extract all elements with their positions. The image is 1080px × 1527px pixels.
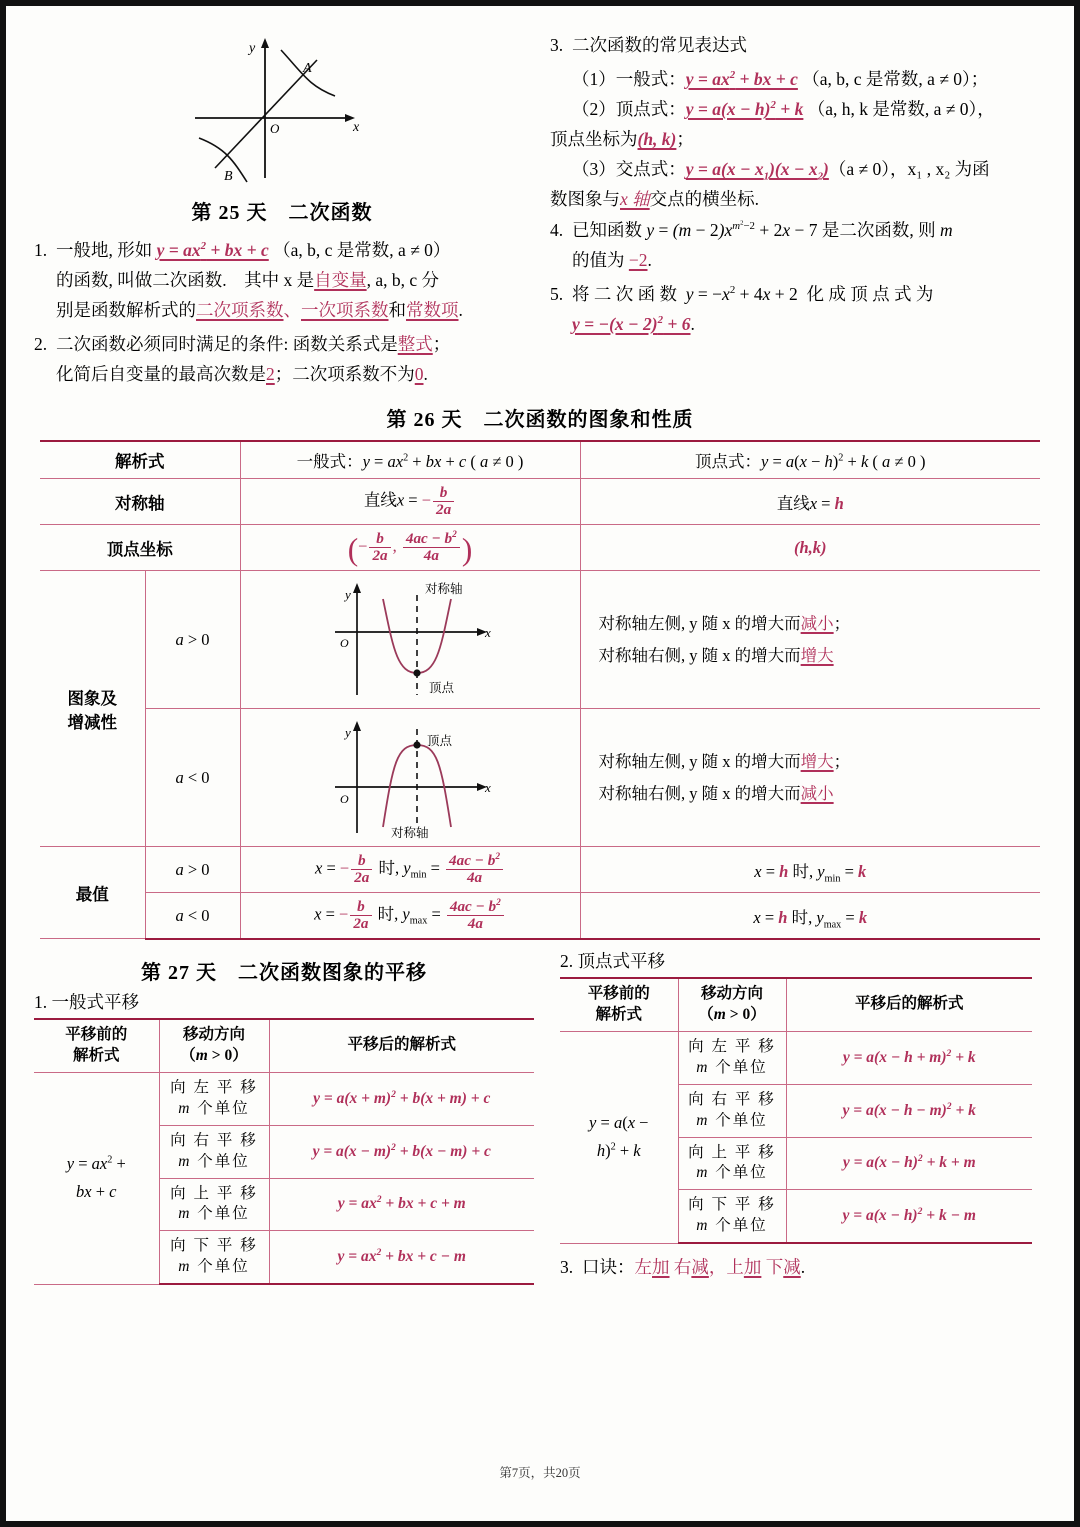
item1-line1-post: （a, b, c 是常数, a ≠ 0） — [273, 240, 451, 260]
cell-direction-down: 向 下 平 移 m 个单位 — [678, 1190, 786, 1243]
svg-text:对称轴: 对称轴 — [425, 582, 463, 597]
mnemonic-sep: ，上 — [708, 1257, 744, 1278]
blank-m-value: −2 — [628, 249, 648, 270]
svg-text:B: B — [224, 169, 233, 184]
row-label-vertex-coordinate: 顶点坐标 — [40, 525, 240, 571]
item1-line3-post: 和 — [388, 300, 406, 321]
cell-extreme-general-min: x = − $\frac{b}{2a}$ 时, $y_{min}$ = $\frac{4ac - b^2}{4a}$ — [240, 847, 580, 893]
item2-line1: 二次函数必须同时满足的条件: 函数关系式是 — [56, 334, 398, 355]
mnemonic-left: 左 — [634, 1257, 652, 1278]
cell-result-up: $y = ax^2$ + bx + c + m — [269, 1178, 534, 1231]
svg-text:O: O — [340, 792, 349, 807]
item-number: 4. — [550, 219, 564, 240]
table-row — [40, 893, 1040, 939]
expr1-label: （1）一般式： — [572, 69, 686, 90]
cell-direction-left: 向 左 平 移 m 个单位 — [159, 1072, 269, 1125]
item2-line2-end: . — [423, 364, 428, 385]
right-column — [550, 30, 1046, 343]
day26-table-wrapper — [40, 440, 1040, 940]
left-column — [34, 30, 530, 393]
cell-expr-vertex: 顶点式：$y = a(x - h)^2 + k$ ( a ≠ 0 ) — [580, 441, 1040, 479]
cell-source-vertex-form: y = a(x − h)$^2$ + k — [560, 1031, 678, 1243]
mnemonic-add-2: 加 — [743, 1257, 762, 1278]
cell-vertex-general: (− $\frac{b}{2a}$ , $\frac{4ac - b^2}{4a}$ ) — [240, 525, 580, 571]
day27-title: 第 27 天 二次函数图象的平移 — [141, 961, 427, 984]
cell-monotonicity-a-positive — [580, 571, 1040, 709]
item4-line1: 已知函数 $y = (m - 2)x^{m^2-2} + 2x - 7$ 是二次函数, 则 m — [572, 219, 953, 240]
cell-vertex-vertex: (h,k) — [580, 525, 1040, 571]
item1-line2-pre: 的函数, 叫做二次函数. 其中 x 是 — [56, 270, 315, 291]
row-label-graph-monotonicity: 图象及 增减性 — [40, 571, 145, 847]
header-result-expression: 平移后的解析式 — [786, 978, 1032, 1031]
hl-decrease: 减小 — [800, 613, 834, 633]
cell-axis-general: 直线x = − $\frac{b}{2a}$ — [240, 479, 580, 525]
mnemonic-label: 口诀： — [582, 1257, 635, 1278]
expr3-line2-end: 交点的横坐标. — [649, 189, 760, 210]
item5-answer: $y = -(x - 2)^2 + 6$ — [572, 313, 691, 334]
expr1-cond: （a, b, c 是常数, a ≠ 0）； — [802, 69, 989, 90]
blank-quadratic-coef: 二次项系数 — [196, 300, 284, 321]
svg-text:A: A — [303, 61, 312, 76]
svg-text:顶点: 顶点 — [427, 734, 453, 749]
cell-result-up: $y = a(x - h)^2 + k + m$ — [786, 1137, 1032, 1190]
day25-item-4 — [550, 215, 1046, 275]
day27-general-translation-table — [34, 1018, 534, 1285]
mnemonic-subtract-1: 减 — [691, 1257, 709, 1278]
blank-linear-coef: 一次项系数 — [301, 300, 389, 321]
blank-integral-expression: 整式 — [397, 334, 433, 355]
item1-formula: $y = ax^2$ + bx + c — [156, 240, 269, 260]
table-header-row — [560, 978, 1032, 1031]
table-header-row — [34, 1019, 534, 1072]
item5-end: . — [690, 313, 695, 334]
hyperbola-line-figure — [34, 30, 530, 190]
item-number: 5. — [550, 283, 564, 304]
expr2-cond: （a, h, k 是常数, a ≠ 0）， — [807, 99, 995, 120]
cell-result-down: $y = ax^2$ + bx + c − m — [269, 1231, 534, 1284]
svg-text:O: O — [270, 121, 280, 136]
cell-parabola-down-diagram — [240, 709, 580, 847]
day25-item-5 — [550, 279, 1046, 339]
table-row — [40, 847, 1040, 893]
mnemonic-end: . — [800, 1257, 806, 1278]
item1-line3-pre: 别是函数解析式的 — [56, 300, 196, 321]
expr3-cond: （a ≠ 0），x₁ , x₂ 为函 — [828, 159, 990, 180]
day26-title: 第 26 天 二次函数的图象和性质 — [386, 409, 694, 432]
cell-parabola-up-diagram — [240, 571, 580, 709]
blank-constant-term: 常数项 — [406, 300, 459, 321]
day27-right-column — [560, 946, 1032, 1286]
header-direction: 移动方向 （m > 0） — [678, 978, 786, 1031]
header-direction: 移动方向 （m > 0） — [159, 1019, 269, 1072]
expr2-line2-end: ； — [676, 129, 694, 150]
expr3-label: （3）交点式： — [572, 159, 686, 180]
cell-monotonicity-a-negative — [580, 709, 1040, 847]
svg-text:顶点: 顶点 — [429, 681, 455, 696]
cell-direction-up: 向 上 平 移 m 个单位 — [678, 1137, 786, 1190]
item-number: 3. — [560, 1257, 574, 1278]
cell-a-positive: a > 0 — [145, 571, 240, 709]
mono-line-1: 对称轴左侧, y 随 x 的增大而增大； — [598, 751, 851, 771]
cell-extreme-general-max: x = − $\frac{b}{2a}$ 时, $y_{max}$ = $\frac{4ac - b^2}{4a}$ — [240, 893, 580, 939]
expr1-formula: $y = ax^2$ + bx + c — [685, 69, 798, 90]
item5-line1: 将 二 次 函 数 $y = -x^2 + 4x + 2$ 化 成 顶 点 式 为 — [572, 283, 934, 304]
cell-direction-right: 向 右 平 移 m 个单位 — [159, 1125, 269, 1178]
blank-x-axis: x 轴 — [620, 189, 650, 210]
mnemonic-add-1: 加 — [652, 1257, 670, 1278]
day25-title: 第 25 天 二次函数 — [191, 202, 373, 224]
cell-a-positive: a > 0 — [145, 847, 240, 893]
item2-line2-mid: ；二次项系数不为 — [274, 364, 415, 385]
cell-source-general-form: $y = ax^2$ + bx + c — [34, 1072, 159, 1284]
blank-independent-variable: 自变量 — [314, 270, 367, 291]
svg-text:对称轴: 对称轴 — [391, 826, 429, 841]
hl-decrease: 减小 — [800, 783, 834, 803]
row-label-expression: 解析式 — [40, 441, 240, 479]
cell-axis-vertex: 直线x = h — [580, 479, 1040, 525]
mono-line-2: 对称轴右侧, y 随 x 的增大而减小 — [598, 783, 834, 803]
svg-text:y: y — [249, 41, 256, 56]
row-label-extreme-value: 最值 — [40, 847, 145, 939]
header-source-expression: 平移前的 解析式 — [34, 1019, 159, 1072]
page-footer: 第7页，共20页 — [499, 1466, 581, 1480]
mnemonic-subtract-2: 减 — [783, 1257, 801, 1278]
cell-result-right: $y = a(x - h - m)^2 + k$ — [786, 1084, 1032, 1137]
svg-text:x: x — [353, 120, 360, 135]
table-row — [40, 479, 1040, 525]
svg-text:x: x — [485, 625, 491, 641]
cell-extreme-vertex-min: x = h 时, $y_{min} = k$ — [580, 847, 1040, 893]
expression-vertex-coord-line — [550, 124, 1046, 154]
top-section — [34, 30, 1046, 393]
day26-properties-table — [40, 440, 1040, 940]
mono-line-2: 对称轴右侧, y 随 x 的增大而增大 — [598, 645, 834, 665]
cell-extreme-vertex-max: x = h 时, $y_{max} = k$ — [580, 893, 1040, 939]
expr2-vertex: (h, k) — [637, 129, 677, 150]
item2-line2-pre: 化简后自变量的最高次数是 — [56, 364, 266, 385]
day27-section — [34, 946, 1046, 1286]
day27-left-column — [34, 946, 534, 1286]
day27-right-caption: 2. 顶点式平移 — [560, 950, 665, 971]
expr3-line2-pre: 数图象与 — [550, 189, 620, 210]
table-row — [34, 1072, 534, 1125]
expr3-formula: $y = a(x - x_1)(x - x_2)$ — [685, 159, 829, 183]
blank-not-zero: 0 — [414, 364, 424, 385]
cell-expr-general: 一般式：$y = ax^2$ + bx + c ( a ≠ 0 ) — [240, 441, 580, 479]
expression-vertex-form — [550, 94, 1046, 124]
table-row — [40, 441, 1040, 479]
day25-item-3 — [550, 30, 1046, 60]
header-source-expression: 平移前的 解析式 — [560, 978, 678, 1031]
item2-line1-end: ； — [432, 334, 451, 355]
item3-title: 二次函数的常见表达式 — [572, 35, 747, 55]
cell-a-negative: a < 0 — [145, 709, 240, 847]
item4-line2-pre: 的值为 — [572, 249, 625, 270]
cell-result-left: $y = a(x + m)^2 + b(x + m) + c$ — [269, 1072, 534, 1125]
cell-direction-right: 向 右 平 移 m 个单位 — [678, 1084, 786, 1137]
expr2-label: （2）顶点式： — [572, 99, 686, 120]
mnemonic-down: 下 — [765, 1257, 784, 1278]
cell-direction-up: 向 上 平 移 m 个单位 — [159, 1178, 269, 1231]
item-number: 1. — [34, 240, 48, 260]
item1-line2-mid: , a, b, c 分 — [366, 270, 440, 291]
blank-degree-2: 2 — [266, 364, 275, 385]
expression-intersection-line2 — [550, 184, 1046, 214]
table-row — [40, 571, 1040, 709]
svg-text:y: y — [345, 587, 351, 603]
expression-general-form — [550, 64, 1046, 94]
cell-a-negative: a < 0 — [145, 893, 240, 939]
day27-mnemonic — [560, 1252, 1032, 1282]
item1-sep: 、 — [283, 300, 301, 321]
item1-line3-end: . — [458, 300, 463, 321]
cell-result-left: $y = a(x - h + m)^2 + k$ — [786, 1031, 1032, 1084]
svg-text:O: O — [340, 636, 349, 651]
svg-text:x: x — [485, 780, 491, 796]
table-row — [560, 1031, 1032, 1084]
day25-item-1 — [34, 235, 530, 325]
cell-direction-left: 向 左 平 移 m 个单位 — [678, 1031, 786, 1084]
svg-text:y: y — [345, 725, 351, 741]
cell-result-down: $y = a(x - h)^2 + k - m$ — [786, 1190, 1032, 1243]
row-label-axis-of-symmetry: 对称轴 — [40, 479, 240, 525]
day27-vertex-translation-table — [560, 977, 1032, 1244]
expr2-formula: $y = a(x - h)^2 + k$ — [685, 99, 804, 120]
day27-left-caption: 1. 一般式平移 — [34, 991, 139, 1012]
mono-line-1: 对称轴左侧, y 随 x 的增大而减小； — [598, 613, 851, 633]
mnemonic-right: 右 — [673, 1257, 692, 1278]
item-number: 2. — [34, 334, 48, 355]
table-row — [40, 525, 1040, 571]
item4-line2-end: . — [647, 249, 652, 270]
item1-line1-pre: 一般地, 形如 — [56, 240, 153, 260]
expression-intersection-form — [550, 154, 1046, 184]
hl-increase: 增大 — [800, 645, 834, 665]
hl-increase: 增大 — [800, 751, 834, 771]
table-row — [40, 709, 1040, 847]
expr2-line2-pre: 顶点坐标为 — [550, 129, 638, 150]
cell-direction-down: 向 下 平 移 m 个单位 — [159, 1231, 269, 1284]
day25-item-2 — [34, 329, 530, 389]
header-result-expression: 平移后的解析式 — [269, 1019, 534, 1072]
cell-result-right: $y = a(x - m)^2 + b(x - m) + c$ — [269, 1125, 534, 1178]
item-number: 3. — [550, 35, 564, 55]
